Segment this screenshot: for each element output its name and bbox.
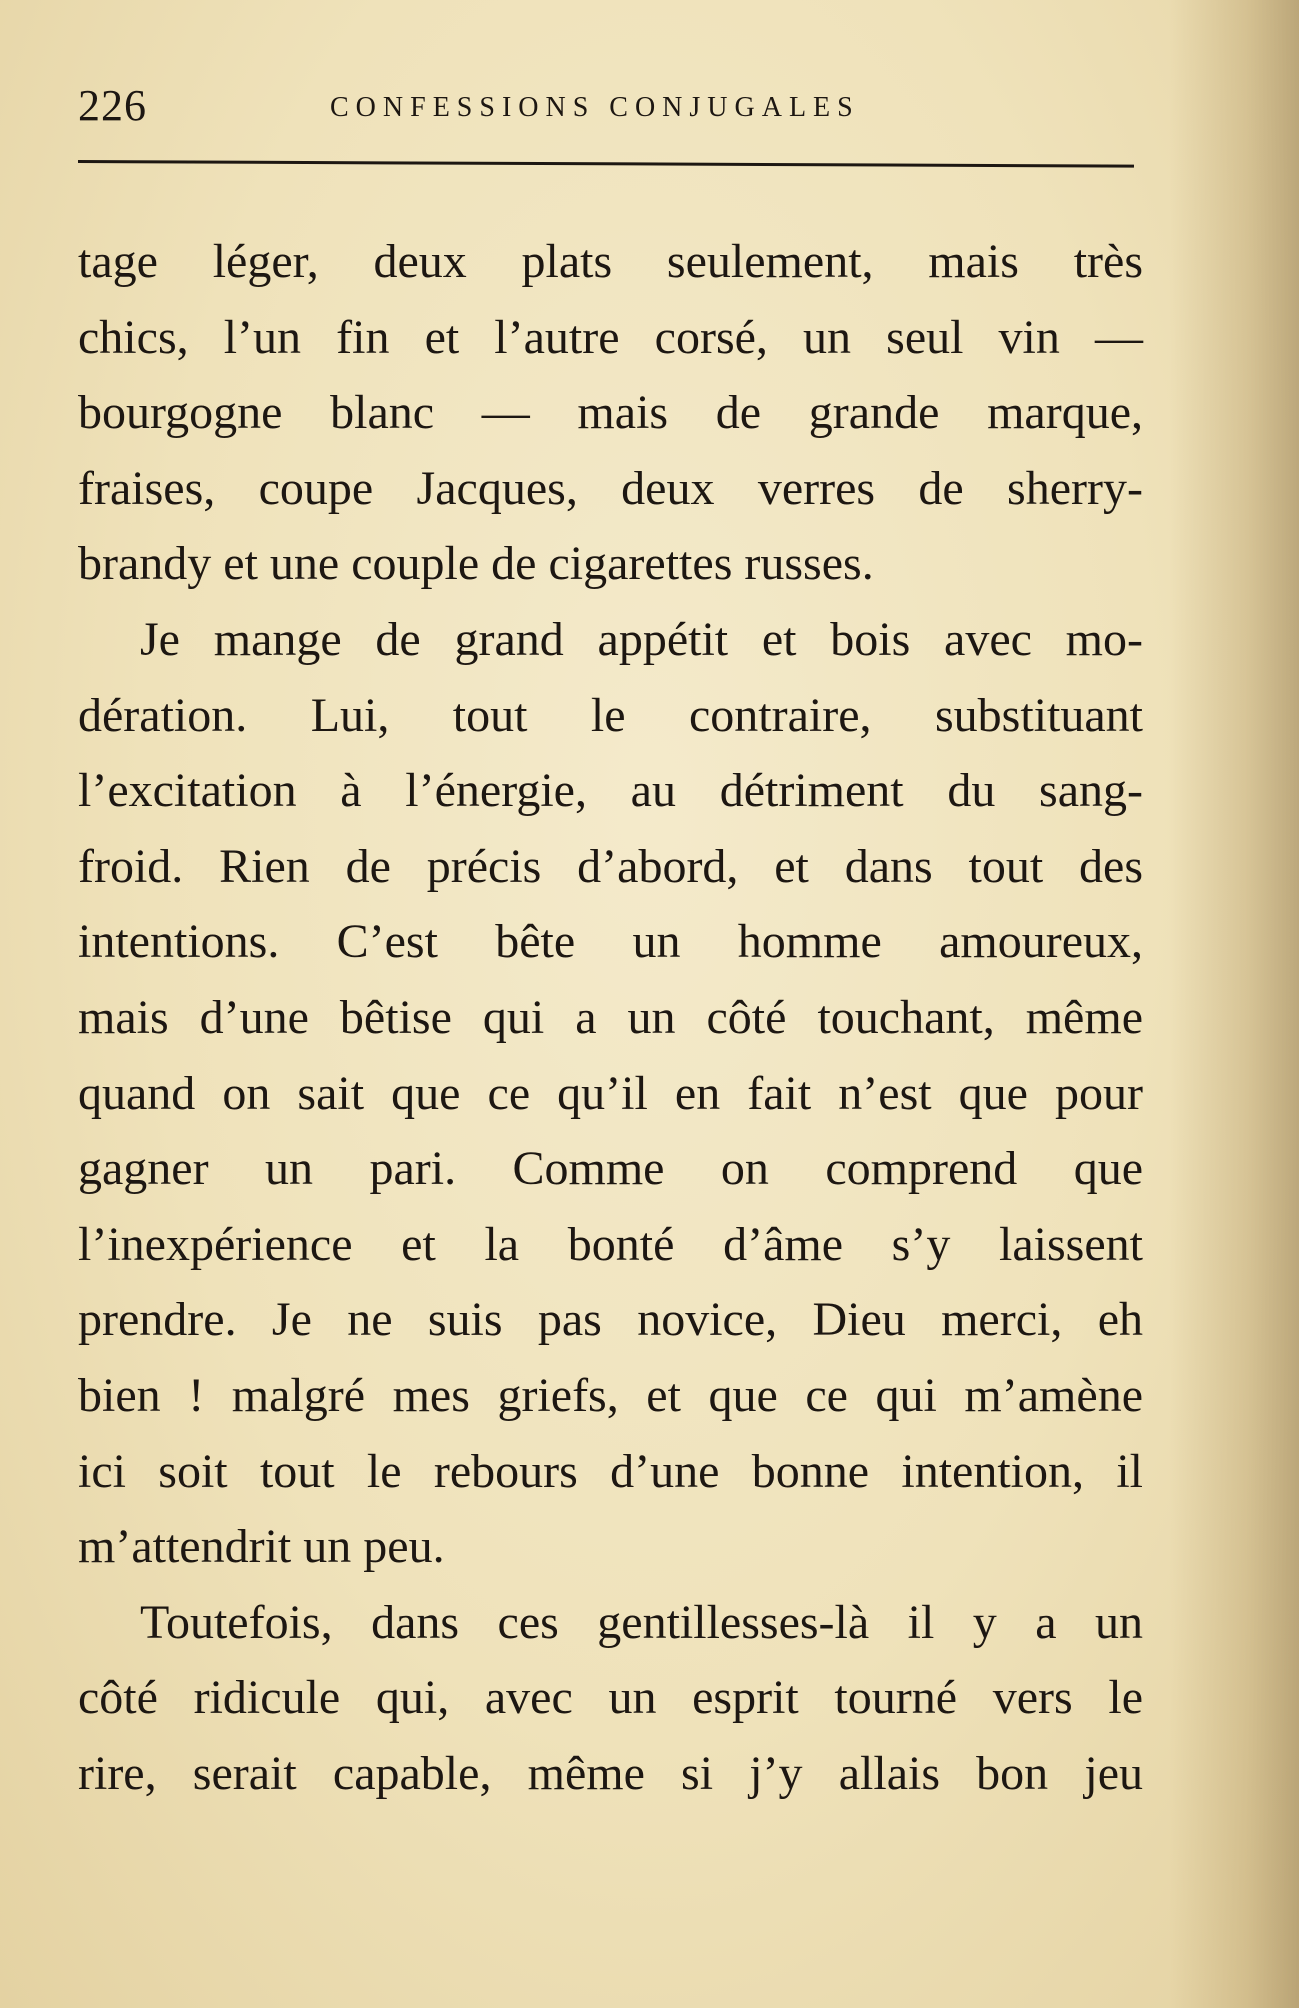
text-line: tage léger, deux plats seulement, mais très <box>78 235 1143 288</box>
text-line: intentions. C’est bête un homme amoureux, <box>78 915 1143 969</box>
text-line: côté ridicule qui, avec un esprit tourné vers le <box>78 1671 1143 1725</box>
text-line: l’inexpérience et la bonté d’âme s’y laissent <box>78 1217 1143 1271</box>
text-line: bien ! malgré mes griefs, et que ce qui m’amène <box>78 1368 1143 1422</box>
text-line: gagner un pari. Comme on comprend que <box>78 1142 1143 1196</box>
running-title: CONFESSIONS CONJUGALES <box>330 92 860 123</box>
running-header <box>78 78 1138 138</box>
text-line: Toutefois, dans ces gentillesses-là il y a un <box>140 1595 1143 1649</box>
header-rule <box>78 160 1134 168</box>
text-line: rire, serait capable, même si j’y allais bon jeu <box>78 1746 1143 1800</box>
text-line: Je mange de grand appétit et bois avec mo- <box>140 612 1143 666</box>
page-number: 226 <box>78 81 147 130</box>
text-line: fraises, coupe Jacques, deux verres de sherry- <box>78 461 1143 515</box>
body-text <box>78 224 1143 1811</box>
text-line: mais d’une bêtise qui a un côté touchant, même <box>78 990 1143 1044</box>
text-line: chics, l’un fin et l’autre corsé, un seul vin — <box>78 310 1143 364</box>
text-line: froid. Rien de précis d’abord, et dans tout des <box>78 839 1143 893</box>
text-line: brandy et une couple de cigarettes russes. <box>78 537 874 591</box>
text-line: prendre. Je ne suis pas novice, Dieu merci, eh <box>78 1293 1143 1347</box>
page-edge-shadow <box>1169 0 1299 2008</box>
text-line: l’excitation à l’énergie, au détriment du sang- <box>78 764 1143 818</box>
text-line: m’attendrit un peu. <box>78 1520 445 1574</box>
text-line: dération. Lui, tout le contraire, substituant <box>78 688 1143 742</box>
text-line: ici soit tout le rebours d’une bonne intention, il <box>78 1444 1143 1498</box>
text-line: bourgogne blanc — mais de grande marque, <box>78 386 1143 440</box>
text-line: quand on sait que ce qu’il en fait n’est que pour <box>78 1066 1143 1120</box>
